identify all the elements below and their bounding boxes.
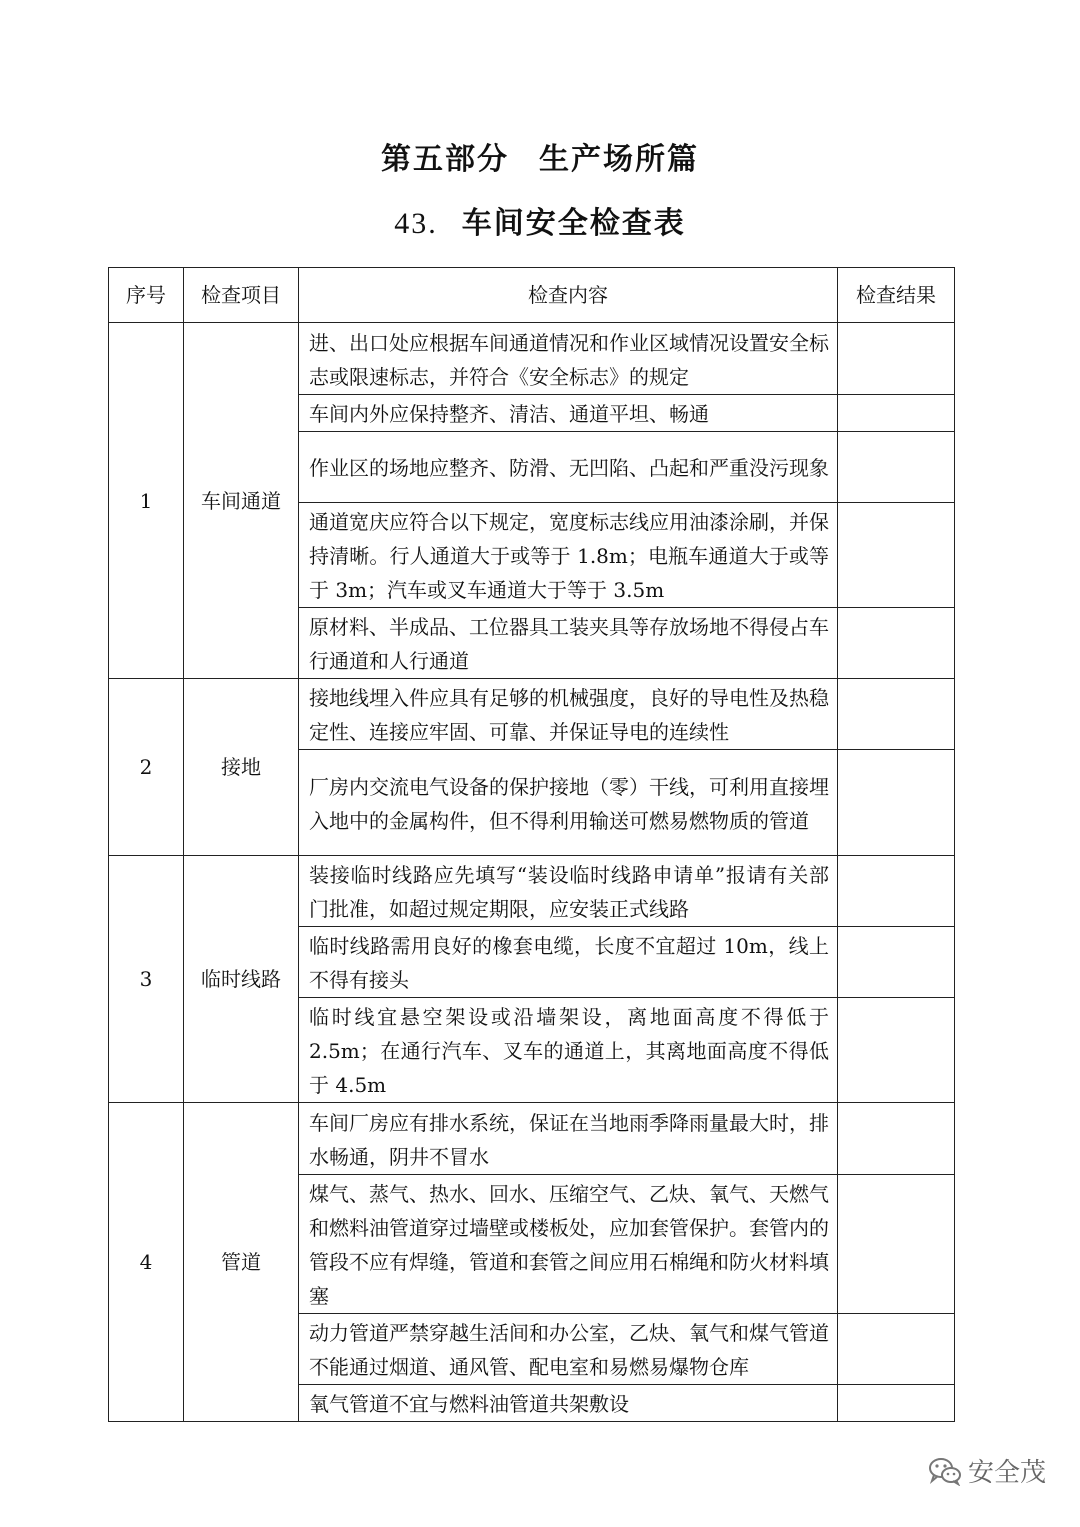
check-content: 接地线埋入件应具有足够的机械强度，良好的导电性及热稳定性、连接应牢固、可靠、并保证导电的连续性 (299, 679, 838, 750)
check-content: 进、出口处应根据车间通道情况和作业区域情况设置安全标志或限速标志，并符合《安全标志》的规定 (299, 323, 838, 395)
check-content: 动力管道严禁穿越生活间和办公室，乙炔、氧气和煤气管道不能通过烟道、通风管、配电室和易燃易爆物仓库 (299, 1314, 838, 1385)
column-header-item: 检查项目 (184, 268, 299, 323)
column-header-no: 序号 (109, 268, 184, 323)
check-content: 装接临时线路应先填写“装设临时线路申请单”报请有关部门批准，如超过规定期限，应安装正式线路 (299, 856, 838, 927)
row-number: 2 (109, 679, 184, 856)
check-result-cell[interactable] (838, 998, 955, 1103)
check-content: 煤气、蒸气、热水、回水、压缩空气、乙炔、氧气、天燃气和燃料油管道穿过墙壁或楼板处，应加套管保护。套管内的管段不应有焊缝，管道和套管之间应用石棉绳和防火材料填塞 (299, 1175, 838, 1314)
check-result-cell[interactable] (838, 432, 955, 503)
check-result-cell[interactable] (838, 1385, 955, 1422)
check-result-cell[interactable] (838, 1314, 955, 1385)
check-result-cell[interactable] (838, 679, 955, 750)
check-item: 接地 (184, 679, 299, 856)
part-title-a: 第五部分 (381, 142, 509, 177)
check-result-cell[interactable] (838, 323, 955, 395)
column-header-content: 检查内容 (299, 268, 838, 323)
section-title (0, 204, 1080, 244)
check-result-cell[interactable] (838, 503, 955, 608)
wechat-icon (928, 1456, 962, 1486)
part-title-b: 生产场所篇 (539, 142, 699, 177)
section-title-text: 车间安全检查表 (461, 206, 686, 241)
check-content: 氧气管道不宜与燃料油管道共架敷设 (299, 1385, 838, 1422)
check-content: 通道宽庆应符合以下规定，宽度标志线应用油漆涂刷，并保持清晰。行人通道大于或等于 1.8m；电瓶车通道大于或等于 3m；汽车或叉车通道大于等于 3.5m (299, 503, 838, 608)
section-number: 43. (394, 207, 438, 240)
check-content: 作业区的场地应整齐、防滑、无凹陷、凸起和严重没污现象 (299, 432, 838, 503)
check-content: 原材料、半成品、工位器具工装夹具等存放场地不得侵占车行通道和人行通道 (299, 608, 838, 679)
check-result-cell[interactable] (838, 856, 955, 927)
row-number: 3 (109, 856, 184, 1103)
watermark-text: 安全茂 (967, 1458, 1046, 1488)
check-content: 厂房内交流电气设备的保护接地（零）干线，可利用直接埋入地中的金属构件，但不得利用输送可燃易燃物质的管道 (299, 750, 838, 856)
table-row (109, 679, 955, 750)
check-content: 车间厂房应有排水系统，保证在当地雨季降雨量最大时，排水畅通，阴井不冒水 (299, 1103, 838, 1175)
row-number: 4 (109, 1103, 184, 1422)
column-header-result: 检查结果 (838, 268, 955, 323)
check-result-cell[interactable] (838, 1175, 955, 1314)
check-content: 车间内外应保持整齐、清洁、通道平坦、畅通 (299, 395, 838, 432)
watermark (928, 1452, 1046, 1489)
check-result-cell[interactable] (838, 927, 955, 998)
check-result-cell[interactable] (838, 750, 955, 856)
table-row (109, 856, 955, 927)
check-item: 临时线路 (184, 856, 299, 1103)
inspection-table (108, 267, 955, 1422)
check-content: 临时线路需用良好的橡套电缆，长度不宜超过 10m，线上不得有接头 (299, 927, 838, 998)
table-row (109, 1103, 955, 1175)
table-header-row (109, 268, 955, 323)
check-result-cell[interactable] (838, 608, 955, 679)
check-item: 车间通道 (184, 323, 299, 679)
part-title (0, 140, 1080, 180)
check-item: 管道 (184, 1103, 299, 1422)
check-content: 临时线宜悬空架设或沿墙架设，离地面高度不得低于 2.5m；在通行汽车、叉车的通道上，其离地面高度不得低于 4.5m (299, 998, 838, 1103)
row-number: 1 (109, 323, 184, 679)
check-result-cell[interactable] (838, 1103, 955, 1175)
check-result-cell[interactable] (838, 395, 955, 432)
table-row (109, 323, 955, 395)
